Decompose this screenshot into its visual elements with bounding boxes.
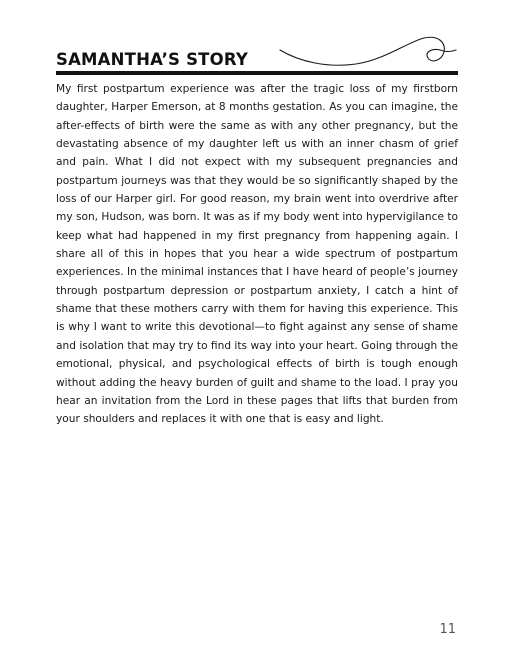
flourish-icon (278, 36, 458, 70)
heading-rule (56, 71, 458, 75)
page-number: 11 (439, 622, 456, 637)
section-title: SAMANTHA’S STORY (56, 50, 248, 69)
section-header (56, 36, 458, 76)
story-paragraph: My first postpartum experience was after the tragic loss of my firstborn daughter, Harper Emerson, at 8 months gestation. As you can imagine, the after-effects of birth were the same as with any other pregnancy, but the devastating absence of my daughter left us with an inner chasm of grief and pain. What I did not expect with my subsequent pregnancies and postpartum journeys was that they would be so significantly shaped by the loss of our Harper girl. For good reason, my brain went into overdrive after my son, Hudson, was born. It was as if my body went into hypervigilance to keep what had happened in my first pregnancy from happening again. I share all of this in hopes that you hear a wide spectrum of postpartum experiences. In the minimal instances that I have heard of people’s journey through postpartum depression or postpartum anxiety, I catch a hint of shame that these mothers carry with them for having this experience. This is why I want to write this devotional—to fight against any sense of shame and isolation that may try to find its way into your heart. Going through the emotional, physical, and psychological effects of birth is tough enough without adding the heavy burden of guilt and shame to the load. I pray you hear an invitation from the Lord in these pages that lifts that burden from your shoulders and replaces it with one that is easy and light. (56, 83, 458, 426)
